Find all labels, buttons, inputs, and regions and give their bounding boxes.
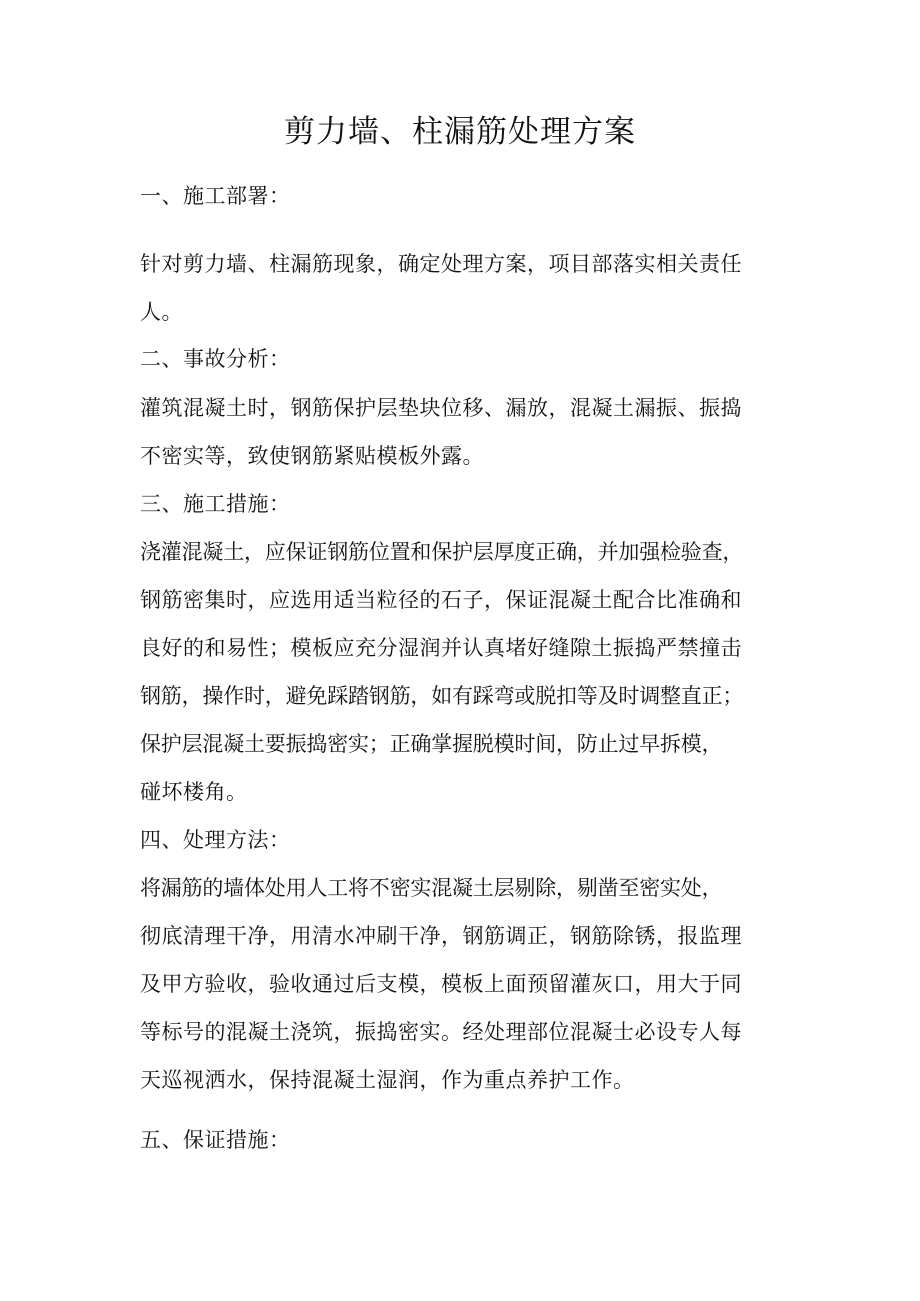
section-heading-method: 四、处理方法： [140, 828, 291, 852]
paragraph-line: 彻底清理干净，用清水冲刷干净，钢筋调正，钢筋除锈，报监理 [140, 924, 742, 948]
paragraph-line: 将漏筋的墙体处用人工将不密实混凝土层剔除，剔凿至密实处， [140, 876, 723, 900]
paragraph-line: 针对剪力墙、柱漏筋现象，确定处理方案，项目部落实相关责任 [140, 252, 742, 276]
paragraph-line: 天巡视洒水，保持混凝土湿润，作为重点养护工作。 [140, 1068, 635, 1092]
section-heading-deployment: 一、施工部署： [140, 184, 291, 208]
paragraph-line: 及甲方验收，验收通过后支模，模板上面预留灌灰口，用大于同 [140, 972, 742, 996]
paragraph-line: 碰坏楼角。 [140, 780, 248, 804]
paragraph-line: 浇灌混凝土，应保证钢筋位置和保护层厚度正确，并加强检验查， [140, 540, 744, 564]
paragraph-line: 不密实等，致使钢筋紧贴模板外露。 [140, 444, 484, 468]
paragraph-line: 等标号的混凝土浇筑，振捣密实。经处理部位混凝士必设专人每 [140, 1020, 742, 1044]
document-title: 剪力墙、柱漏筋处理方案 [284, 114, 636, 150]
paragraph-line: 人。 [140, 300, 183, 324]
section-heading-analysis: 二、事故分析： [140, 347, 291, 371]
section-heading-measures: 三、施工措施： [140, 492, 291, 516]
paragraph-line: 钢筋，操作时，避免踩踏钢筋，如有踩弯或脱扣等及时调整直正； [140, 684, 744, 708]
paragraph-line: 良好的和易性；模板应充分湿润并认真堵好缝隙土振捣严禁撞击 [140, 636, 742, 660]
paragraph-line: 灌筑混凝土时，钢筋保护层垫块位移、漏放，混凝土漏振、振捣 [140, 396, 742, 420]
paragraph-line: 钢筋密集时，应选用适当粒径的石子，保证混凝土配合比准确和 [140, 588, 742, 612]
section-heading-assurance: 五、保证措施： [140, 1128, 291, 1152]
paragraph-line: 保护层混凝土要振捣密实；正确掌握脱模时间，防止过早拆模， [140, 732, 723, 756]
